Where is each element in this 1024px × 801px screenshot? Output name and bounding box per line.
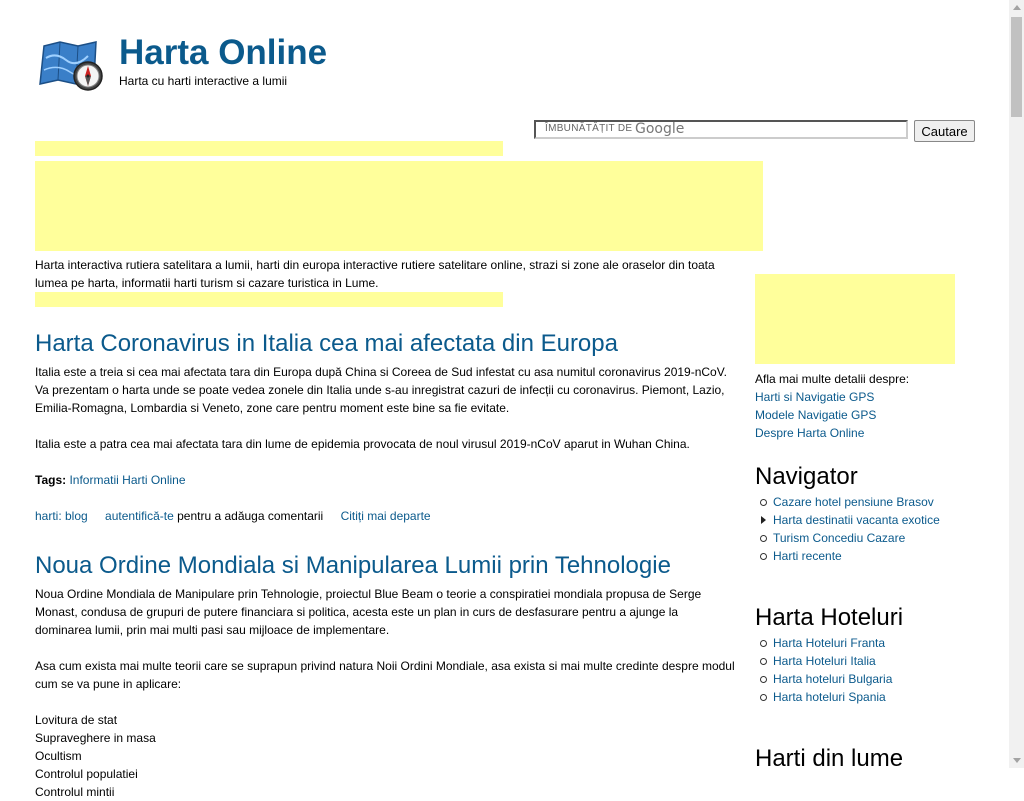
hotel-item: [773, 688, 995, 706]
world-maps-heading: Harti din lume: [755, 745, 904, 772]
comment-hint: pentru a adăuga comentarii: [177, 509, 324, 523]
google-brand-label: Google: [635, 121, 685, 137]
scroll-up-arrow-icon[interactable]: [1009, 0, 1024, 15]
post-paragraph: Asa cum exista mai multe teorii care se suprapun privind natura Noii Ordini Mondiale, asa exista si mai multe credinte despre modul cum se va pune in aplicare:: [35, 659, 735, 691]
main-content: [35, 256, 735, 801]
hotels-heading: Harta Hoteluri: [755, 604, 904, 631]
map-compass-icon[interactable]: [38, 38, 104, 92]
hotel-item: [773, 652, 995, 670]
nav-link-recente[interactable]: Harti recente: [773, 549, 842, 563]
navigator-menu: [755, 493, 995, 565]
ad-strip-top[interactable]: [35, 141, 503, 156]
ad-banner[interactable]: [35, 161, 763, 251]
intro-text: Harta interactiva rutiera satelitara a lumii, harti din europa interactive rutiere satelitare online, strazi si zone ale oraselor din toata lumea pe harta, informatii harti turism si cazare turistica in Lume.: [35, 258, 715, 290]
link-harti-gps[interactable]: Harti si Navigatie GPS: [755, 390, 875, 404]
hotel-link-bulgaria[interactable]: Harta hoteluri Bulgaria: [773, 672, 893, 686]
nav-link-exotic[interactable]: Harta destinatii vacanta exotice: [773, 513, 940, 527]
site-tagline: Harta cu harti interactive a lumii: [119, 74, 288, 88]
sidebar: [755, 370, 995, 773]
hotel-link-franta[interactable]: Harta Hoteluri Franta: [773, 636, 886, 650]
post-title-coronavirus[interactable]: Harta Coronavirus in Italia cea mai afectata din Europa: [35, 330, 618, 357]
nav-item-expandable: [773, 511, 995, 529]
page-scrollbar[interactable]: [1009, 0, 1024, 768]
scroll-down-arrow-icon[interactable]: [1009, 753, 1024, 768]
nav-link-brasov[interactable]: Cazare hotel pensiune Brasov: [773, 495, 934, 509]
site-title[interactable]: Harta Online: [119, 33, 328, 72]
search-input[interactable]: [534, 120, 908, 139]
post-title-new-world-order[interactable]: Noua Ordine Mondiala si Manipularea Lumii prin Tehnologie: [35, 552, 671, 579]
hotel-link-italia[interactable]: Harta Hoteluri Italia: [773, 654, 876, 668]
post-paragraph: Italia este a treia si cea mai afectata tara din Europa după China si Coreea de Sud infestat cu asa numitul coronavirus 2019-nCoV. Va prezentam o harta unde se poate vedea zonele din Italia unde s-au inregistrat cazuri de infecții cu coronavirus. Piemont, Lazio, Emilia-Romagna, Lombardia si Veneto, zone care pentru moment este bine sa fie evitate.: [35, 365, 727, 415]
scroll-thumb[interactable]: [1011, 17, 1022, 117]
post-links: [35, 507, 735, 525]
nav-item: [773, 493, 995, 511]
nav-item: [773, 547, 995, 565]
search-button[interactable]: Cautare: [914, 120, 975, 142]
hotels-menu: [755, 634, 995, 706]
blog-link[interactable]: harti: blog: [35, 509, 88, 523]
nav-link-turism[interactable]: Turism Concediu Cazare: [773, 531, 906, 545]
link-modele-gps[interactable]: Modele Navigatie GPS: [755, 408, 877, 422]
hotel-item: [773, 634, 995, 652]
search-placeholder: ÎMBUNĂTĂȚIT DE: [545, 123, 633, 134]
navigator-heading: Navigator: [755, 463, 858, 490]
read-more-link[interactable]: Citiți mai departe: [340, 509, 431, 523]
link-despre[interactable]: Despre Harta Online: [755, 426, 865, 440]
list-item: Lovitura de stat: [35, 713, 118, 727]
list-item: Supraveghere in masa: [35, 731, 156, 745]
tags-label: Tags:: [35, 473, 67, 487]
list-item: Ocultism: [35, 749, 82, 763]
nav-item: [773, 529, 995, 547]
post-paragraph: Noua Ordine Mondiala de Manipulare prin Tehnologie, proiectul Blue Beam o teorie a conspiratiei mondiala propusa de Serge Monast, condusa de grupuri de putere financiara si politica, acesta este un plan in curs de desfasurare pentru a ajunge la dominarea lumii, prin mai multi pasi sau mijloace de implementare.: [35, 587, 702, 637]
hotel-link-spania[interactable]: Harta hoteluri Spania: [773, 690, 886, 704]
hotel-item: [773, 670, 995, 688]
login-link[interactable]: autentifică-te: [105, 509, 174, 523]
post-tags: [35, 471, 735, 489]
tag-link[interactable]: Informatii Harti Online: [69, 473, 186, 487]
ad-sidebar[interactable]: [755, 274, 955, 364]
more-details-label: Afla mai multe detalii despre:: [755, 372, 910, 386]
list-item: Controlul mintii: [35, 785, 115, 799]
post-paragraph: Italia este a patra cea mai afectata tara din lume de epidemia provocata de noul virusul 2019-nCoV aparut in Wuhan China.: [35, 437, 690, 451]
list-item: Controlul populatiei: [35, 767, 138, 781]
